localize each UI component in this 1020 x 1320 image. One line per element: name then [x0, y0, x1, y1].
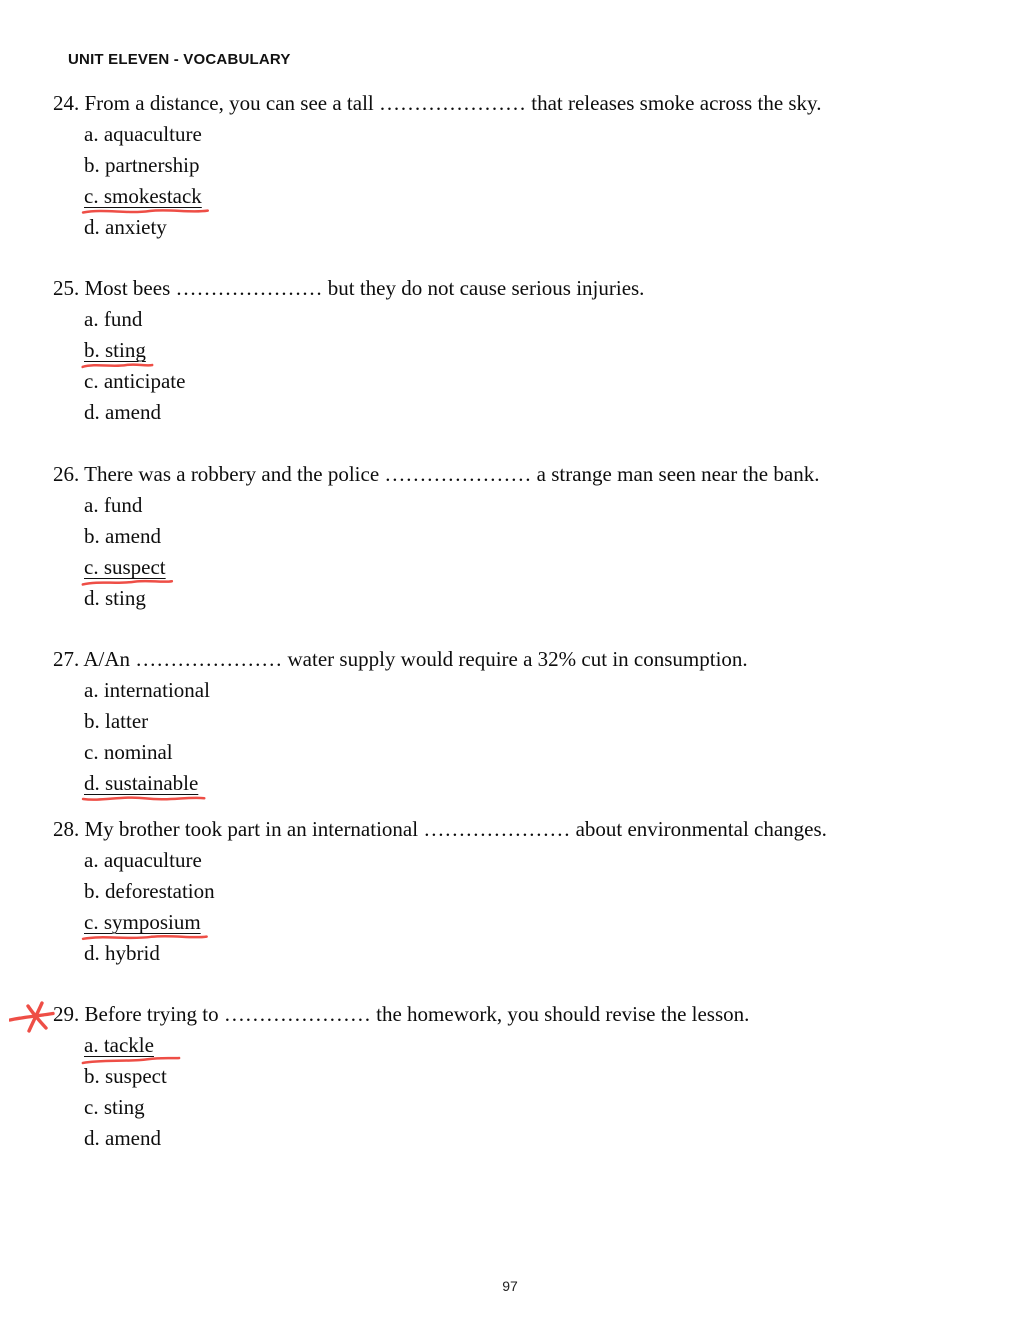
correct-answer-text: c. symposium	[84, 907, 201, 938]
question-29	[0, 999, 1020, 1154]
question-prompt: 28. My brother took part in an international ………………… about environmental changes.	[53, 817, 827, 841]
question-27	[0, 644, 1020, 799]
option-b: b. amend	[84, 524, 161, 548]
option-a: a. fund	[84, 493, 143, 517]
option-d: d. hybrid	[84, 941, 160, 965]
correct-answer-text: b. sting	[84, 335, 146, 366]
option-b: b. partnership	[84, 153, 200, 177]
question-28	[0, 814, 1020, 969]
page-header: UNIT ELEVEN - VOCABULARY	[68, 51, 291, 68]
option-d: d. amend	[84, 400, 161, 424]
star-annotation-icon	[9, 1001, 55, 1033]
option-b: b. suspect	[84, 1064, 167, 1088]
option-a-correct-answer	[0, 1030, 1020, 1061]
question-prompt: 24. From a distance, you can see a tall ………………… that releases smoke across the sky.	[53, 91, 822, 115]
question-prompt: 29. Before trying to ………………… the homework, you should revise the lesson.	[53, 1002, 750, 1026]
correct-answer-text: c. smokestack	[84, 181, 202, 212]
question-26	[0, 459, 1020, 614]
page-number: 97	[502, 1278, 518, 1294]
correct-answer-text: a. tackle	[84, 1030, 154, 1061]
option-b-correct-answer	[0, 335, 1020, 366]
option-a: a. international	[84, 678, 210, 702]
option-d: d. sting	[84, 586, 146, 610]
correct-answer-text: d. sustainable	[84, 768, 198, 799]
option-d-correct-answer	[0, 768, 1020, 799]
option-b: b. latter	[84, 709, 149, 733]
question-prompt: 26. There was a robbery and the police ………………… a strange man seen near the bank.	[53, 462, 820, 486]
question-prompt: 25. Most bees ………………… but they do not cause serious injuries.	[53, 276, 645, 300]
option-d: d. anxiety	[84, 215, 167, 239]
option-a: a. aquaculture	[84, 122, 202, 146]
question-prompt: 27. A/An ………………… water supply would require a 32% cut in consumption.	[53, 647, 748, 671]
option-b: b. deforestation	[84, 879, 215, 903]
option-c: c. anticipate	[84, 369, 186, 393]
question-24	[0, 88, 1020, 243]
option-c-correct-answer	[0, 552, 1020, 583]
option-a: a. fund	[84, 307, 143, 331]
option-d: d. amend	[84, 1126, 161, 1150]
option-a: a. aquaculture	[84, 848, 202, 872]
option-c-correct-answer	[0, 181, 1020, 212]
option-c: c. sting	[84, 1095, 145, 1119]
correct-answer-text: c. suspect	[84, 552, 166, 583]
option-c: c. nominal	[84, 740, 173, 764]
question-25	[0, 273, 1020, 428]
option-c-correct-answer	[0, 907, 1020, 938]
